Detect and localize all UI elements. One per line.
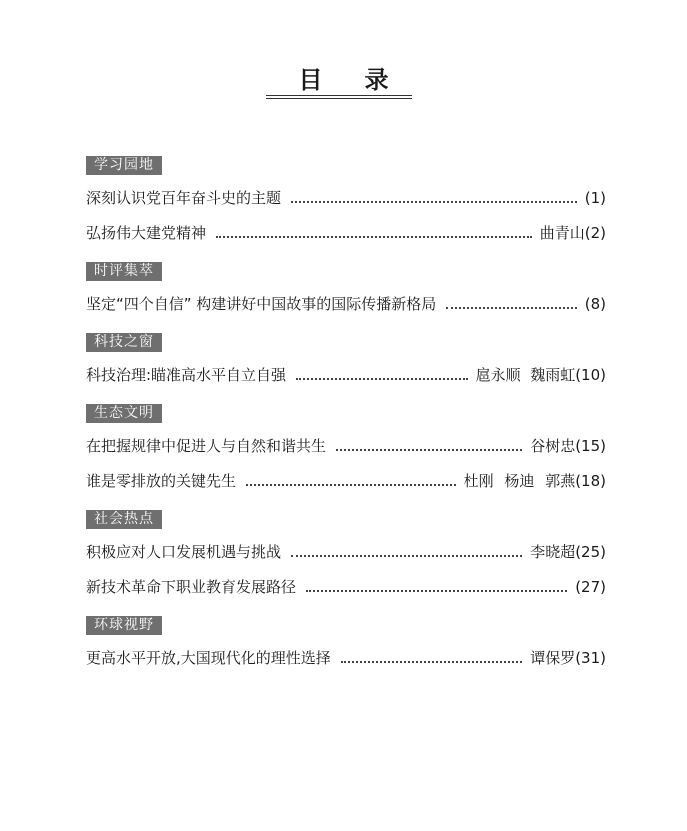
section-technology <box>86 329 606 385</box>
entry-page: (31) <box>575 649 606 667</box>
toc-entry[interactable] <box>86 365 606 385</box>
section-label: 时评集萃 <box>86 262 162 281</box>
entry-author: 谷树忠 <box>530 437 576 455</box>
dot-leader <box>246 484 456 486</box>
toc-entry[interactable] <box>86 471 606 491</box>
title-underline <box>266 95 412 96</box>
dot-leader <box>291 201 577 203</box>
entry-title: 坚定“四个自信” 构建讲好中国故事的国际传播新格局 <box>86 295 437 313</box>
section-ecology <box>86 400 606 491</box>
entry-page: (18) <box>575 472 606 490</box>
entry-title: 在把握规律中促进人与自然和谐共生 <box>86 437 327 455</box>
dot-leader <box>296 378 468 380</box>
entry-title: 积极应对人口发展机遇与挑战 <box>86 543 282 561</box>
toc-entry[interactable] <box>86 648 606 668</box>
table-of-contents <box>86 152 606 683</box>
entry-author: 杜刚 杨迪 郭燕 <box>463 472 576 490</box>
entry-title: 谁是零排放的关键先生 <box>86 472 237 490</box>
section-label: 环球视野 <box>86 616 162 635</box>
entry-page: (2) <box>584 224 606 242</box>
entry-page: (27) <box>575 578 606 596</box>
entry-page: (25) <box>575 543 606 561</box>
toc-entry[interactable] <box>86 188 606 208</box>
section-global-view <box>86 612 606 668</box>
toc-entry[interactable] <box>86 577 606 597</box>
page-title: 目录 <box>298 66 431 94</box>
entry-title: 新技术革命下职业教育发展路径 <box>86 578 297 596</box>
dot-leader <box>341 661 522 663</box>
section-study-garden <box>86 152 606 243</box>
toc-entry[interactable] <box>86 294 606 314</box>
entry-page: (8) <box>584 295 606 313</box>
toc-entry[interactable] <box>86 436 606 456</box>
section-commentary <box>86 258 606 314</box>
entry-author: 曲青山 <box>539 224 585 242</box>
entry-author: 谭保罗 <box>530 649 576 667</box>
entry-title: 深刻认识党百年奋斗史的主题 <box>86 189 282 207</box>
section-label: 社会热点 <box>86 510 162 529</box>
entry-title: 弘扬伟大建党精神 <box>86 224 207 242</box>
entry-page: (10) <box>575 366 606 384</box>
entry-author: 扈永顺 魏雨虹 <box>475 366 576 384</box>
entry-title: 更高水平开放,大国现代化的理性选择 <box>86 649 331 667</box>
entry-page: (1) <box>584 189 606 207</box>
dot-leader <box>336 449 522 451</box>
entry-author: 李晓超 <box>530 543 576 561</box>
entry-title: 科技治理:瞄准高水平自立自强 <box>86 366 287 384</box>
toc-entry[interactable] <box>86 223 606 243</box>
section-label: 科技之窗 <box>86 333 162 352</box>
dot-leader <box>306 590 567 592</box>
section-label: 学习园地 <box>86 156 162 175</box>
entry-page: (15) <box>575 437 606 455</box>
dot-leader <box>216 236 532 238</box>
dot-leader <box>291 555 522 557</box>
dot-leader <box>446 307 576 309</box>
section-social-hotspots <box>86 506 606 597</box>
section-label: 生态文明 <box>86 404 162 423</box>
title-underline-second <box>266 98 412 99</box>
toc-entry[interactable] <box>86 542 606 562</box>
